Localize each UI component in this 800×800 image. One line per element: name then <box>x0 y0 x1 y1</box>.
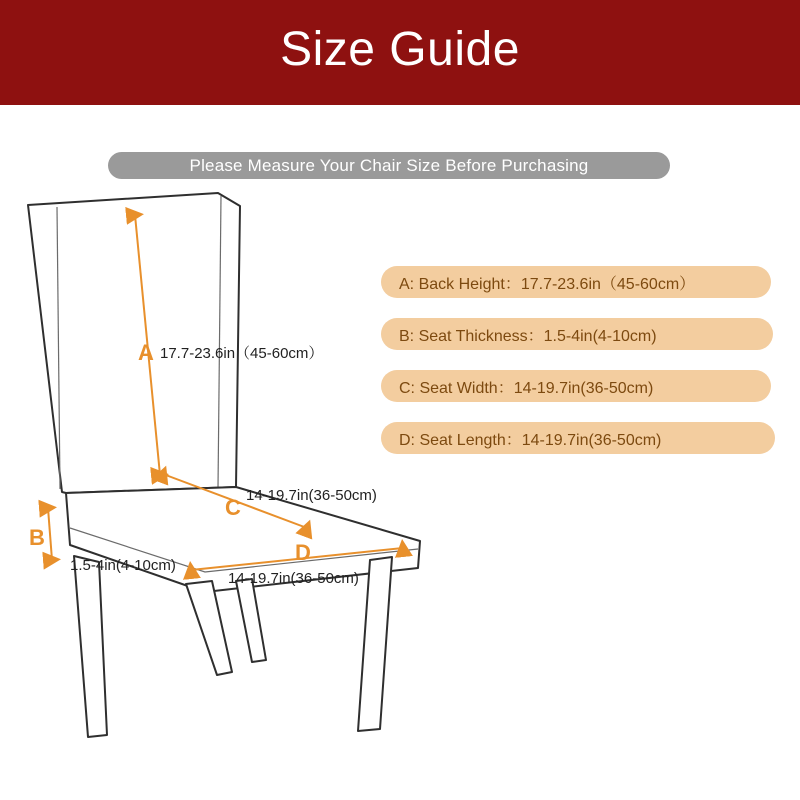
dimension-letter-d: D <box>295 540 311 565</box>
dimension-line-b <box>48 508 52 560</box>
legend-item-label: C: Seat Width：14-19.7in(36-50cm) <box>399 379 654 397</box>
chair-rear-left-leg <box>186 581 232 675</box>
page-title: Size Guide <box>280 22 520 76</box>
dimension-value-b: 1.5-4in(4-10cm) <box>70 557 176 574</box>
dimension-value-d: 14-19.7in(36-50cm) <box>228 570 359 587</box>
legend-item-label: D: Seat Length：14-19.7in(36-50cm) <box>399 431 662 449</box>
legend-item-label: A: Back Height：17.7-23.6in（45-60cm） <box>399 275 696 293</box>
subtitle-text: Please Measure Your Chair Size Before Purchasing <box>189 155 589 175</box>
chair-rear-right-leg <box>236 579 266 662</box>
chair-front-right-leg <box>358 557 392 731</box>
dimension-letter-c: C <box>225 495 241 520</box>
dimension-value-a: 17.7-23.6in（45-60cm） <box>160 345 324 362</box>
dimension-letter-b: B <box>29 525 45 550</box>
chair-front-left-leg <box>74 556 107 737</box>
dimension-letter-a: A <box>138 340 154 365</box>
dimension-value-c: 14-19.7in(36-50cm) <box>246 487 377 504</box>
legend-item-label: B: Seat Thickness：1.5-4in(4-10cm) <box>399 327 657 345</box>
